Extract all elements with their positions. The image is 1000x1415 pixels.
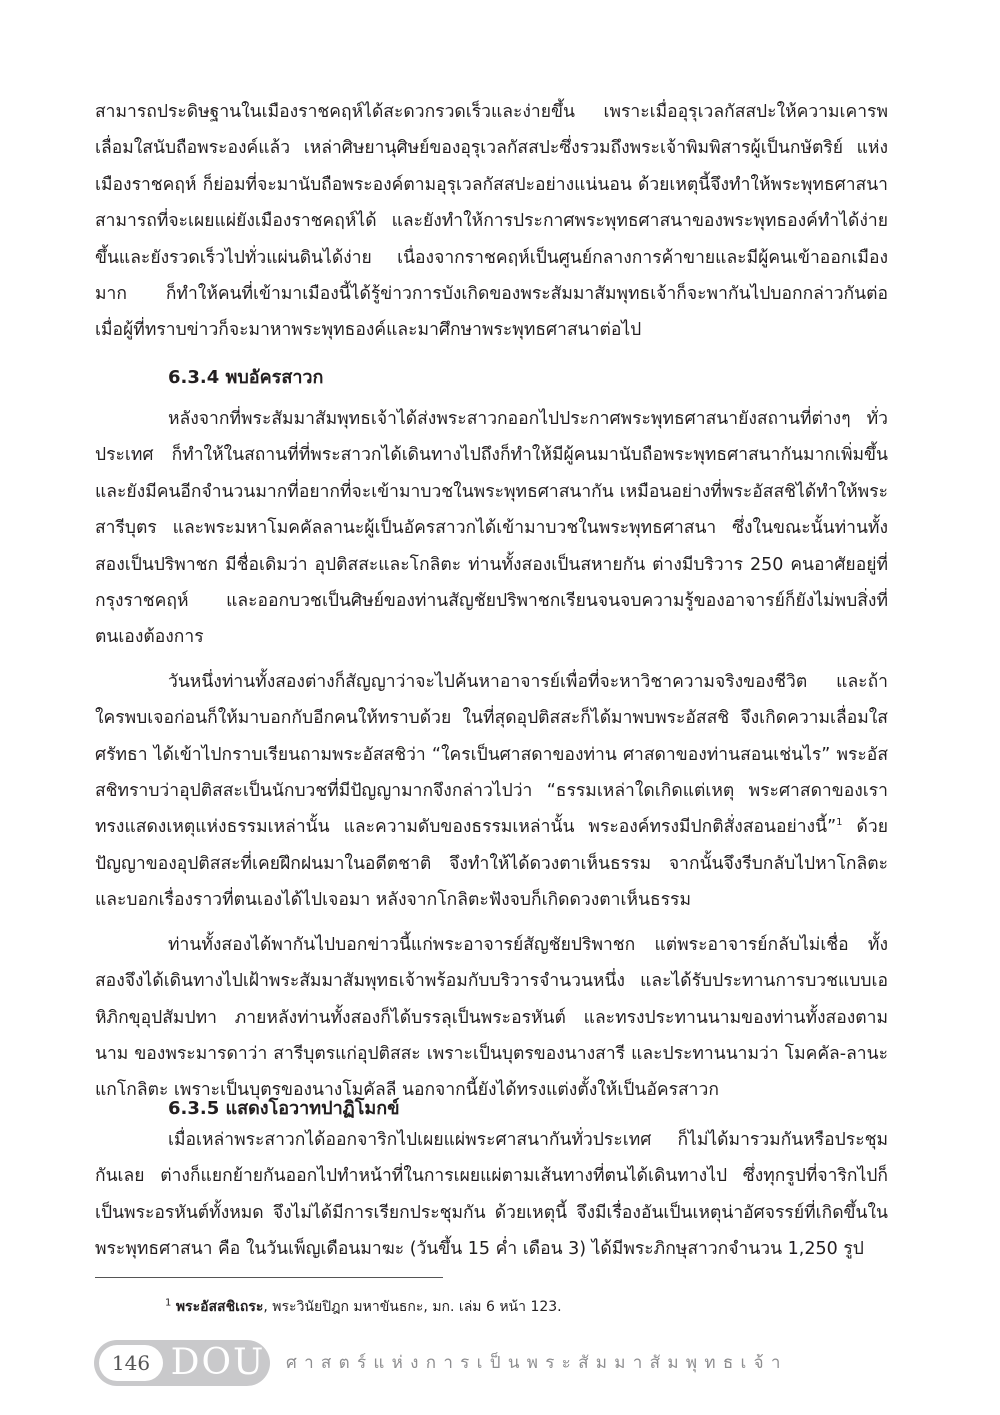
body-paragraph: หลังจากที่พระสัมมาสัมพุทธเจ้าได้ส่งพระสาวกออกไปประกาศพระพุทธศาสนายังสถานที่ต่างๆ ทั่วประเทศ ก็ทำให้ในสถานที่ที่พระสาวกได้เดินทางไปถึงก็ทำให้มีผู้คนมานับถือพระพุทธศาสนากันมากเพิ่มขึ้น และยังมีคนอีกจำนวนมากที่อยากที่จะเข้ามาบวชในพระพุทธศาสนากัน เหมือนอย่างที่พระอัสสชิได้ทำให้พระสารีบุตร และพระมหาโมคคัลลานะผู้เป็นอัครสาวกได้เข้ามาบวชในพระพุทธศาสนา ซึ่งในขณะนั้นท่านทั้งสองเป็นปริพาชก มีชื่อเดิมว่า อุปติสสะและโกลิตะ ท่านทั้งสองเป็นสหายกัน ต่างมีบริวาร 250 คนอาศัยอยู่ที่กรุงราชคฤห์ และออกบวชเป็นศิษย์ของท่านสัญชัยปริพาชกเรียนจนจบความรู้ของอาจารย์ก็ยังไม่พบสิ่งที่ตนเองต้องการ [95, 409, 888, 648]
body-paragraph: ท่านทั้งสองได้พากันไปบอกข่าวนี้แก่พระอาจารย์สัญชัยปริพาชก แต่พระอาจารย์กลับไม่เชื่อ ทั้งสองจึงได้เดินทางไปเฝ้าพระสัมมาสัมพุทธเจ้าพร้อมกับบริวารจำนวนหนึ่ง และได้รับประทานการบวชแบบเอหิภิกขุอุปสัมปทา ภายหลังท่านทั้งสองก็ได้บรรลุเป็นพระอรหันต์ และทรงประทานนามของท่านทั้งสองตามนาม ของพระมารดาว่า สารีบุตรแก่อุปติสสะ เพราะเป็นบุตรของนางสารี และประทานนามว่า โมคคัล-ลานะ แกโกลิตะ เพราะเป็นบุตรของนางโมคัลลี นอกจากนี้ยังได้ทรงแต่งตั้งให้เป็นอัครสาวก [95, 934, 888, 1101]
footnote [165, 1296, 562, 1318]
paragraph-text: วันหนึ่งท่านทั้งสองต่างก็สัญญาว่าจะไปค้นหาอาจารย์เพื่อที่จะหาวิชาความจริงของชีวิต และถ้าใครพบเจอก่อนก็ให้มาบอกกับอีกคนให้ทราบด้วย ในที่สุดอุปติสสะก็ได้มาพบพระอัสสชิ จึงเกิดความเลื่อมใสศรัทธา ได้เข้าไปกราบเรียนถามพระอัสสชิว่า “ใครเป็นศาสดาของท่าน ศาสดาของท่านสอนเช่นไร” พระอัสสชิทราบว่าอุปติสสะเป็นนักบวชที่มีปัญญามากจึงกล่าวไปว่า “ธรรมเหล่าใดเกิดแต่เหตุ พระศาสดาของเราทรงแสดงเหตุแห่งธรรมเหล่านั้น และความดับของธรรมเหล่านั้น พระองค์ทรงมีปกติสั่งสอนอย่างนี้” [95, 671, 888, 838]
body-paragraph: สามารถประดิษฐานในเมืองราชคฤห์ได้สะดวกรวดเร็วและง่ายขึ้น เพราะเมื่ออุรุเวลกัสสปะให้ความเคารพ เลื่อมใสนับถือพระองค์แล้ว เหล่าศิษยานุศิษย์ของอุรุเวลกัสสปะซึ่งรวมถึงพระเจ้าพิมพิสารผู้เป็นกษัตริย์ แห่งเมืองราชคฤห์ ก็ย่อมที่จะมานับถือพระองค์ตามอุรุเวลกัสสปะอย่างแน่นอน ด้วยเหตุนี้จึงทำให้พระพุทธศาสนาสามารถที่จะเผยแผ่ยังเมืองราชคฤห์ได้ และยังทำให้การประกาศพระพุทธศาสนาของพระพุทธองค์ทำได้ง่ายขึ้นและยังรวดเร็วไปทั่วแผ่นดินได้ง่าย เนื่องจากราชคฤห์เป็นศูนย์กลางการค้าขายและมีผู้คนเข้าออกเมืองมาก ก็ทำให้คนที่เข้ามาเมืองนี้ได้รู้ข่าวการบังเกิดของพระสัมมาสัมพุทธเจ้าก็จะพากันไปบอกกล่าวกันต่อ เมื่อผู้ที่ทราบข่าวก็จะมาหาพระพุทธองค์และมาศึกษาพระพุทธศาสนาต่อไป [95, 102, 888, 341]
footer-badge [94, 1340, 270, 1386]
footnote-reference: 1 [836, 817, 843, 829]
section-6-3-5-body [95, 1122, 888, 1268]
footnote-citation: , พระวินัยปิฎก มหาขันธกะ, มก. เล่ม 6 หน้า 123. [263, 1299, 562, 1315]
body-paragraph [95, 664, 888, 919]
page-number: 146 [99, 1345, 163, 1381]
page-footer [94, 1340, 914, 1386]
paragraph-text: ด้วยปัญญาของอุปติสสะที่เคยฝึกฝนมาในอดีตชาติ จึงทำให้ได้ดวงตาเห็นธรรม จากนั้นจึงรีบกลับไปหาโกลิตะและบอกเรื่องราวที่ตนเองได้ไปเจอมา หลังจากโกลิตะฟังจบก็เกิดดวงตาเห็นธรรม [95, 817, 888, 911]
section-heading-6-3-5: 6.3.5 แสดงโอวาทปาฏิโมกข์ [168, 1098, 400, 1119]
body-paragraph: เมื่อเหล่าพระสาวกได้ออกจาริกไปเผยแผ่พระศาสนากันทั่วประเทศ ก็ไม่ได้มารวมกันหรือประชุมกันเลย ต่างก็แยกย้ายกันออกไปทำหน้าที่ในการเผยแผ่ตามเส้นทางที่ตนได้เดินทางไป ซึ่งทุกรูปที่จาริกไปก็เป็นพระอรหันต์ทั้งหมด จึงไม่ได้มีการเรียกประชุมกัน ด้วยเหตุนี้ จึงมีเรื่องอันเป็นเหตุน่าอัศจรรย์ที่เกิดขึ้นในพระพุทธศาสนา คือ ในวันเพ็ญเดือนมาฆะ (วันขึ้น 15 ค่ำ เดือน 3) ได้มีพระภิกษุสาวกจำนวน 1,250 รูป [95, 1130, 888, 1260]
section-heading-6-3-4: 6.3.4 พบอัครสาวก [168, 367, 324, 388]
section-6-3-4-body [95, 401, 888, 1109]
footnote-author: พระอัสสชิเถระ [175, 1299, 264, 1315]
footnote-divider [95, 1277, 443, 1278]
book-title: ศาสตร์แห่งการเป็นพระสัมมาสัมพุทธเจ้า [286, 1353, 788, 1373]
paragraph-continuation [95, 94, 888, 349]
dou-logo: DOU [170, 1342, 266, 1383]
footnote-mark: 1 [165, 1297, 172, 1309]
